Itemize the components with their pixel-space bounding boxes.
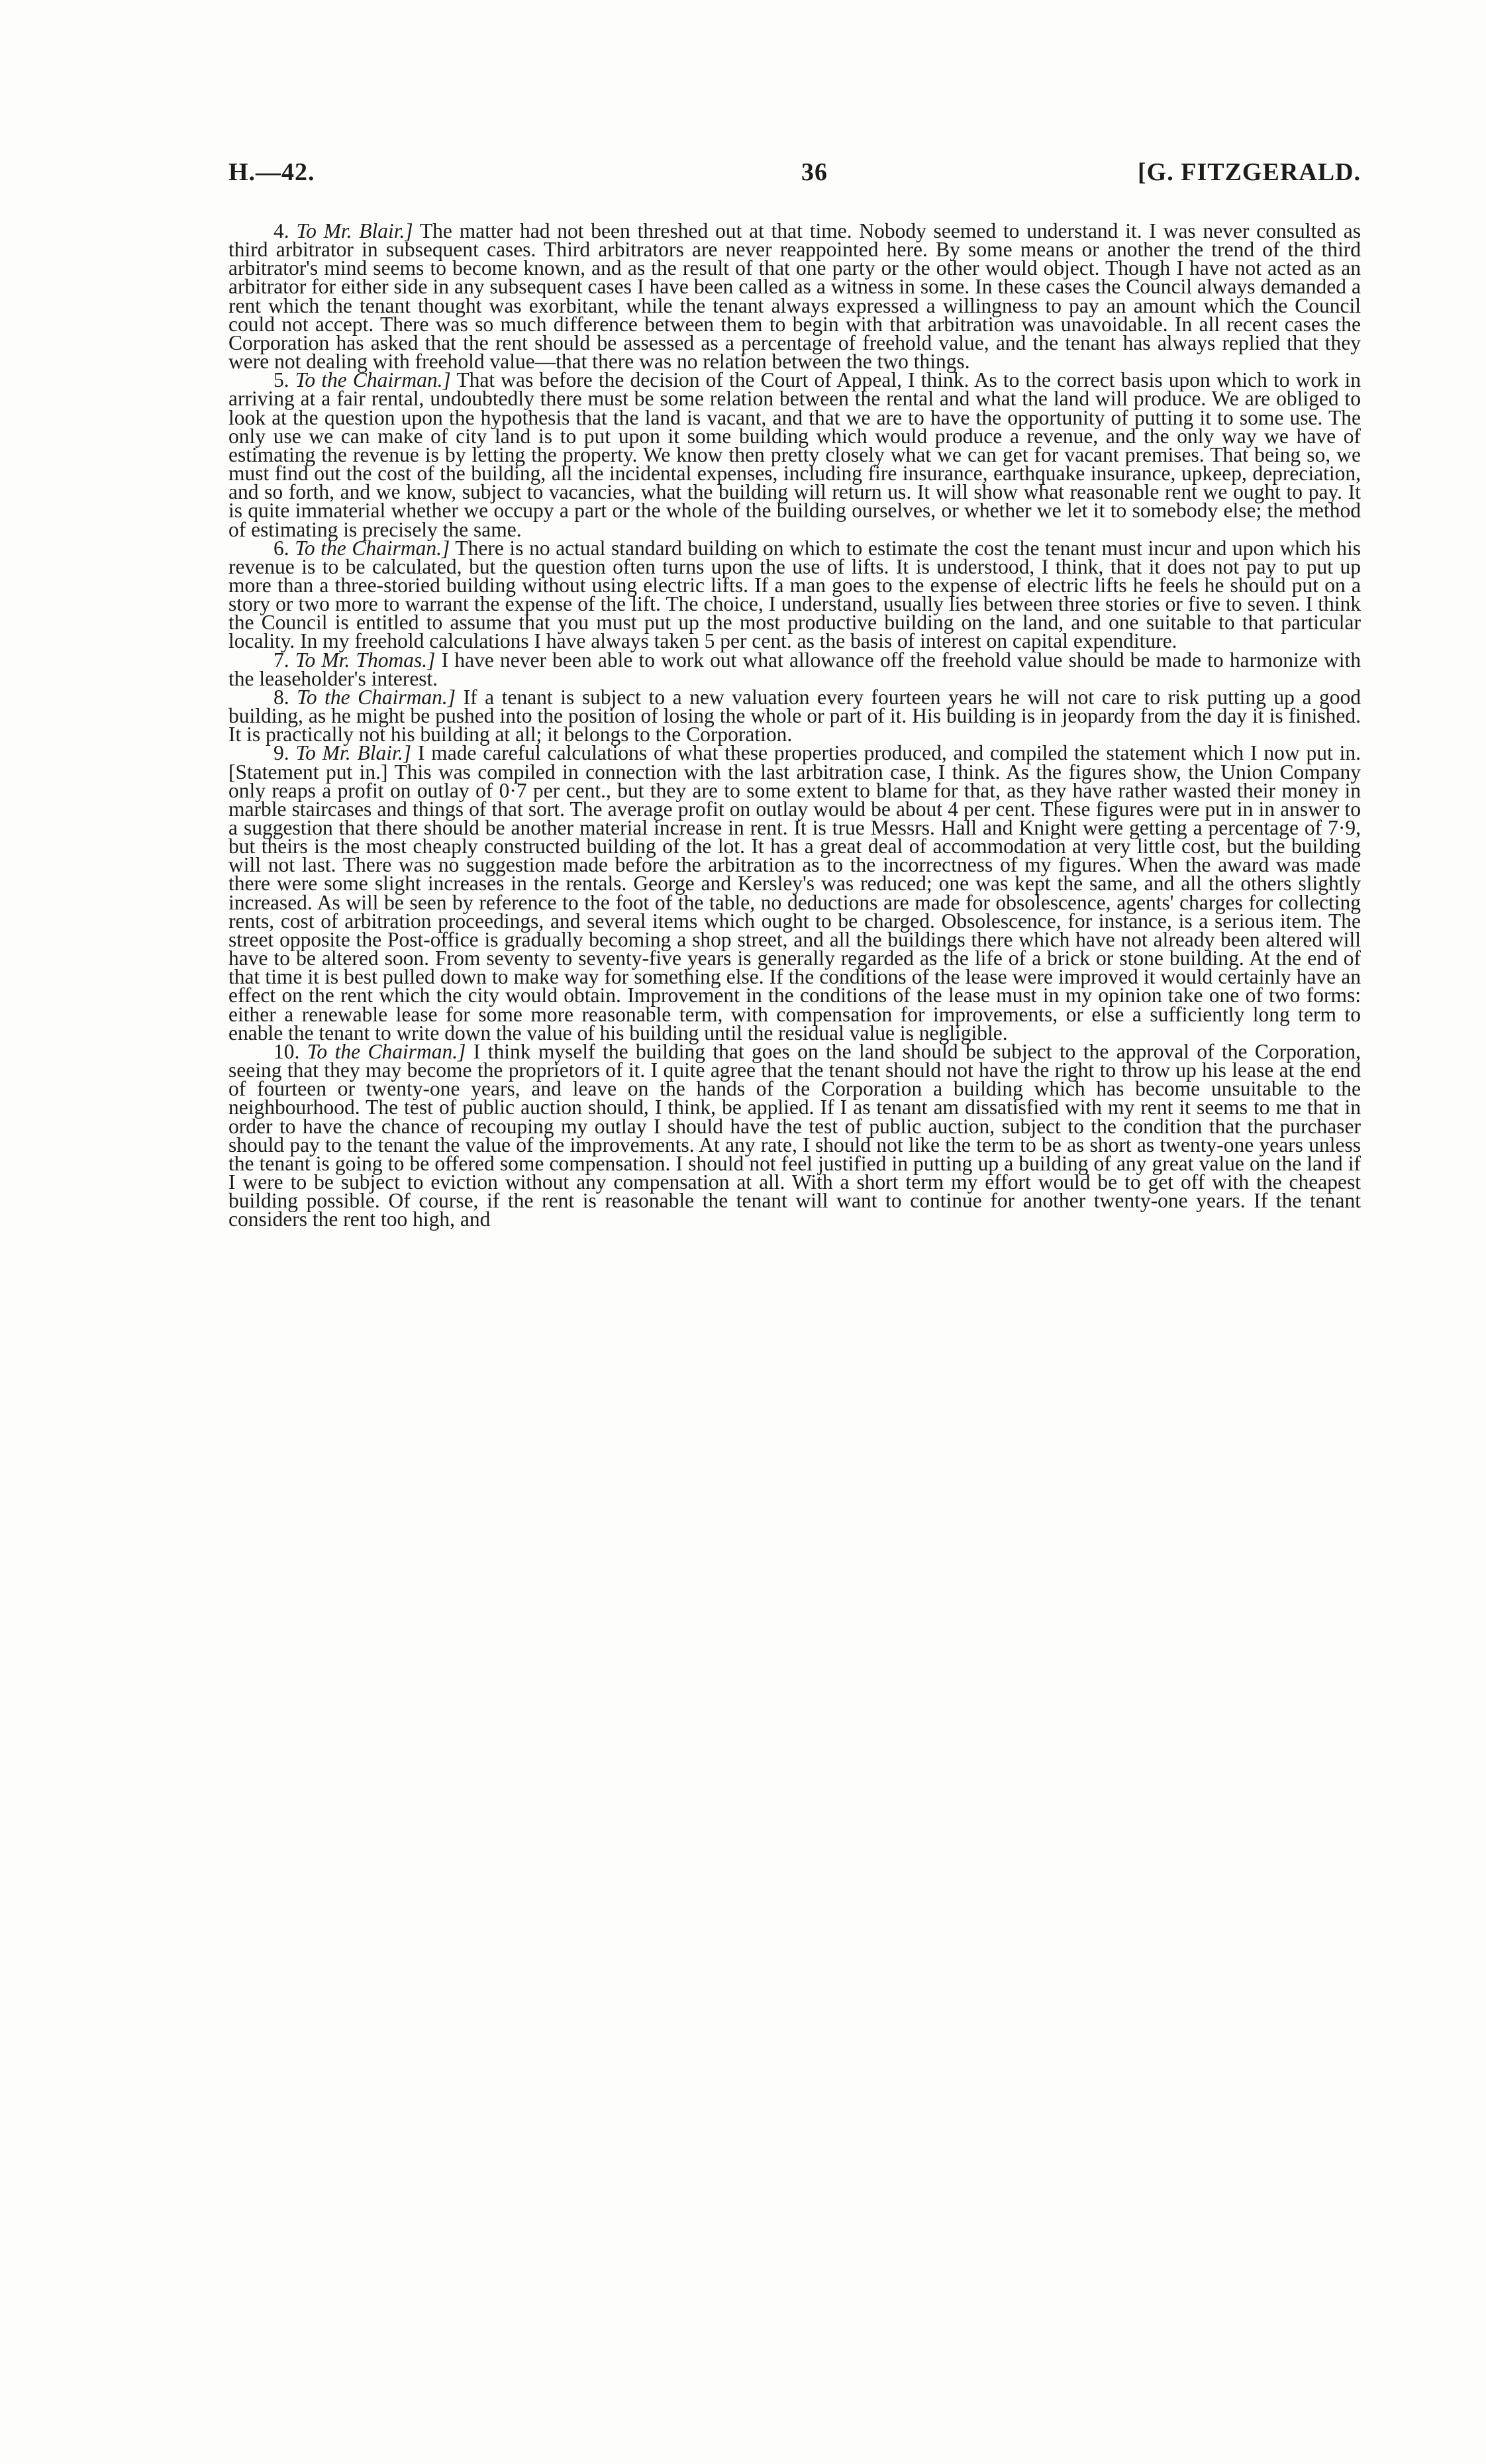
addressee: To Mr. Blair.] bbox=[295, 741, 411, 765]
paragraph-text: I made careful calculations of what these properties produced, and compiled the statement which I now put in. [Statement put in.] This was compiled in connection with the last arbitration case, I think. As the figures show, the Union Company only reaps a profit on outlay of 0·7 per cent., but they are to some extent to blame for that, as they have rather wasted their money in marble staircases and things of that sort. The average profit on outlay would be about 4 per cent. These figures were put in in answer to a suggestion that there should be another material increase in rent. It is true Messrs. Hall and Knight were getting a percentage of 7·9, but theirs is the most cheaply constructed building of the lot. It has a great deal of accommodation at very little cost, but the building will not last. There was no suggestion made before the arbitration as to the incorrectness of my figures. When the award was made there were some slight increases in the rentals. George and Kersley's was reduced; one was kept the same, and all the others slightly increased. As will be seen by reference to the foot of the table, no deductions are made for obsolescence, agents' charges for collecting rents, cost of arbitration proceedings, and several items which ought to be charged. Obsolescence, for instance, is a serious item. The street opposite the Post-office is gradually becoming a shop street, and all the buildings there which have not already been altered will have to be altered soon. From seventy to seventy-five years is generally regarded as the life of a brick or stone building. At the end of that time it is best pulled down to make way for something else. If the conditions of the lease were improved it would certainly have an effect on the rent which the city would obtain. Improvement in the conditions of the lease must in my opinion take one of two forms: either a renewable lease for some more reasonable term, with compensation for improvements, or else a sufficiently long term to enable the tenant to write down the value of his building until the residual value is negligible. bbox=[228, 741, 1361, 1045]
paragraph-number: 10. bbox=[273, 1039, 300, 1063]
addressee: To the Chairman.] bbox=[307, 1039, 466, 1063]
paragraph-6 bbox=[228, 536, 1362, 653]
addressee: To the Chairman.] bbox=[297, 685, 456, 709]
paragraph-8 bbox=[228, 685, 1362, 746]
document-reference: H.—42. bbox=[228, 158, 315, 186]
witness-name: [G. FITZGERALD. bbox=[1138, 158, 1361, 186]
paragraph-4 bbox=[228, 219, 1362, 374]
paragraph-text: The matter had not been threshed out at that time. Nobody seemed to understand it. I was never consulted as third arbitrator in subsequent cases. Third arbitrators are never reappointed here. By some means or another the trend of the third arbitrator's mind seems to become known, and as the result of that one party or the other would object. Though I have not acted as an arbitrator for either side in any subsequent cases I have been called as a witness in some. In these cases the Council always demanded a rent which the tenant thought was exorbitant, while the tenant always expressed a willingness to pay an amount which the Council could not accept. There was so much difference between them to begin with that arbitration was unavoidable. In all recent cases the Corporation has asked that the rent should be assessed as a percentage of freehold value, and the tenant has always replied that they were not dealing with freehold value—that there was no relation between the two things. bbox=[228, 219, 1362, 374]
addressee: To the Chairman.] bbox=[295, 368, 451, 392]
paragraph-number: 7. bbox=[273, 648, 289, 672]
page-header bbox=[228, 158, 1361, 197]
paragraph-text: If a tenant is subject to a new valuation every fourteen years he will not care to risk putting up a good building, as he might be pushed into the position of losing the whole or part of it. His building is in jeopardy from the day it is finished. It is practically not his building at all; it belongs to the Corporation. bbox=[228, 685, 1362, 746]
paragraph-text: I think myself the building that goes on the land should be subject to the approval of the Corporation, seeing that they may become the proprietors of it. I quite agree that the tenant should not have the right to throw up his lease at the end of fourteen or twenty-one years, and leave on the hands of the Corporation a building which has become unsuitable to the neighbourhood. The test of public auction should, I think, be applied. If I as tenant am dissatisfied with my rent it seems to me that in order to have the chance of recouping my outlay I should have the test of public auction, subject to the condition that the purchaser should pay to the tenant the value of the improvements. At any rate, I should not like the term to be as short as twenty-one years unless the tenant is going to be offered some compensation. I should not feel justified in putting up a building of any great value on the land if I were to be subject to eviction without any compensation at all. With a short term my effort would be to get off with the cheapest building possible. Of course, if the rent is reasonable the tenant will want to continue for another twenty-one years. If the tenant considers the rent too high, and bbox=[228, 1039, 1362, 1231]
paragraph-10 bbox=[228, 1039, 1362, 1231]
addressee: To Mr. Thomas.] bbox=[295, 648, 436, 672]
paragraph-7 bbox=[228, 648, 1362, 690]
addressee: To Mr. Blair.] bbox=[296, 219, 413, 242]
page-number: 36 bbox=[801, 158, 828, 186]
paragraph-number: 9. bbox=[273, 741, 289, 765]
paragraph-5 bbox=[228, 368, 1362, 541]
paragraph-number: 4. bbox=[273, 219, 289, 242]
paragraph-number: 5. bbox=[273, 368, 289, 392]
paragraph-number: 8. bbox=[273, 685, 289, 709]
paragraph-text: I have never been able to work out what allowance off the freehold value should be made to harmonize with the leaseholder's interest. bbox=[228, 648, 1362, 690]
paragraph-number: 6. bbox=[273, 536, 289, 560]
paragraph-text: There is no actual standard building on which to estimate the cost the tenant must incur and upon which his revenue is to be calculated, but the question often turns upon the use of lifts. It is understood, I think, that it does not pay to put up more than a three-storied building without using electric lifts. If a man goes to the expense of electric lifts he feels he should put on a story or two more to warrant the expense of the lift. The choice, I understand, usually lies between three stories or five to seven. I think the Council is entitled to assume that you must put up the most productive building on the land, and one suitable to that particular locality. In my freehold calculations I have always taken 5 per cent. as the basis of interest on capital expenditure. bbox=[228, 536, 1362, 653]
addressee: To the Chairman.] bbox=[295, 536, 450, 560]
paragraph-9 bbox=[228, 741, 1361, 1045]
paragraph-text: That was before the decision of the Court of Appeal, I think. As to the correct basis upon which to work in arriving at a fair rental, undoubtedly there must be some relation between the rental and what the land will produce. We are obliged to look at the question upon the hypothesis that the land is vacant, and that we are to have the opportunity of putting it to some use. The only use we can make of city land is to put upon it some building which would produce a revenue, and the only way we have of estimating the revenue is by letting the property. We know then pretty closely what we can get for vacant premises. That being so, we must find out the cost of the building, all the incidental expenses, including fire insurance, earthquake insurance, upkeep, depreciation, and so forth, and we know, subject to vacancies, what the building will return us. It will show what reasonable rent we ought to pay. It is quite immaterial whether we occupy a part or the whole of the building ourselves, or whether we let it to somebody else; the method of estimating is precisely the same. bbox=[228, 368, 1362, 541]
testimony-body bbox=[228, 219, 1362, 1231]
